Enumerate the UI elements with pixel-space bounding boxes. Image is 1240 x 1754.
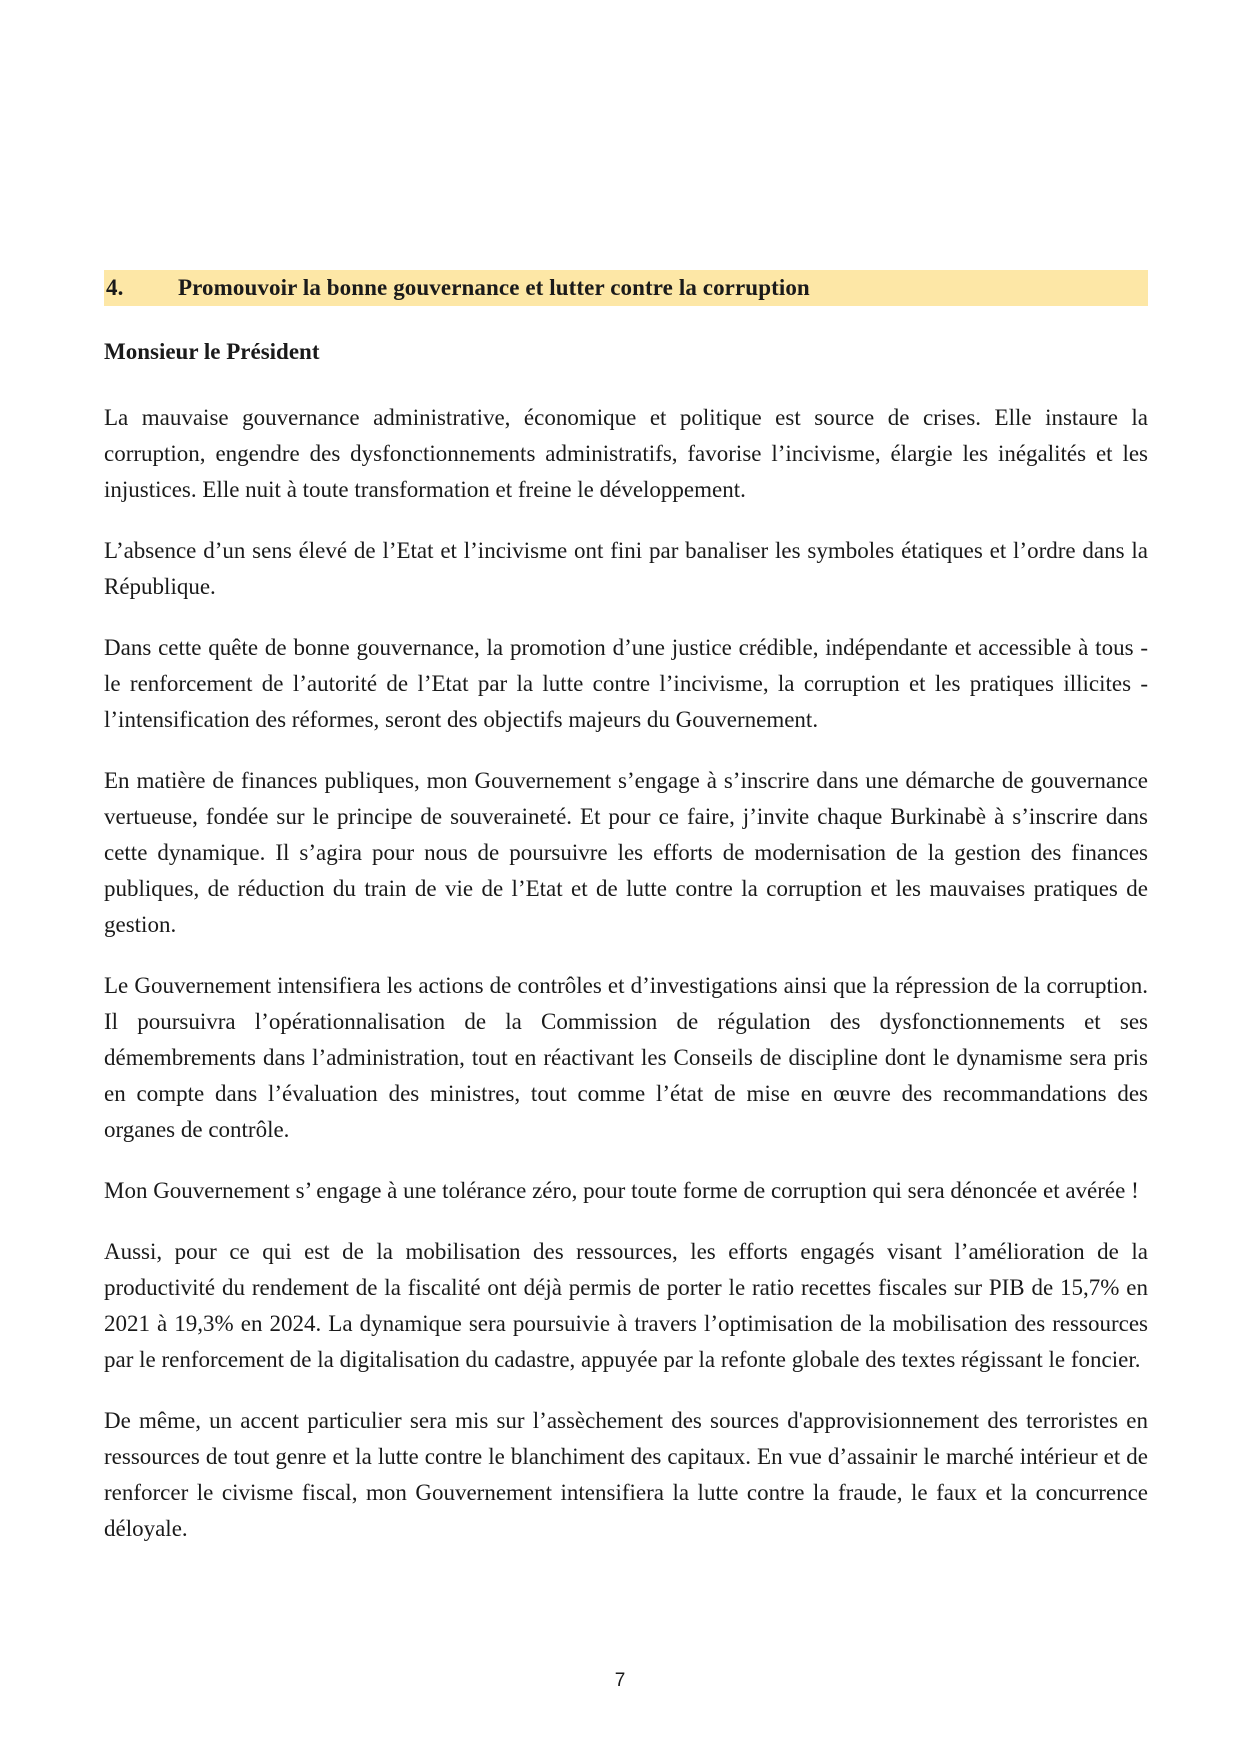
paragraph-controls-investigations: Le Gouvernement intensifiera les actions de contrôles et d’investigations ainsi que la répression de la corruption. Il poursuivra l’opérationnalisation de la Commission de régulation des dysfonctionnements et ses démembrements dans l’administration, tout en réactivant les Conseils de discipline dont le dynamisme sera pris en compte dans l’évaluation des ministres, tout comme l’état de mise en œuvre des recommandations des organes de contrôle.	[104, 973, 1148, 1142]
paragraph-governance-crisis: La mauvaise gouvernance administrative, économique et politique est source de crises. Elle instaure la corruption, engendre des dysfonctionnements administratifs, favorise l’incivisme, élargie les inégalités et les injustices. Elle nuit à toute transformation et freine le développement.	[104, 405, 1148, 502]
paragraph-resource-mobilisation: Aussi, pour ce qui est de la mobilisation des ressources, les efforts engagés visant l’amélioration de la productivité du rendement de la fiscalité ont déjà permis de porter le ratio recettes fiscales sur PIB de 15,7% en 2021 à 19,3% en 2024. La dynamique sera poursuivie à travers l’optimisation de la mobilisation des ressources par le renforcement de la digitalisation du cadastre, appuyée par la refonte globale des textes régissant le foncier.	[104, 1239, 1148, 1372]
paragraph-public-finance: En matière de finances publiques, mon Gouvernement s’engage à s’inscrire dans une démarche de gouvernance vertueuse, fondée sur le principe de souveraineté. Et pour ce faire, j’invite chaque Burkinabè à s’inscrire dans cette dynamique. Il s’agira pour nous de poursuivre les efforts de modernisation de la gestion des finances publiques, de réduction du train de vie de l’Etat et de lutte contre la corruption et les mauvaises pratiques de gestion.	[104, 768, 1148, 937]
salutation: Monsieur le Président	[104, 339, 320, 364]
section-title: Promouvoir la bonne gouvernance et lutter contre la corruption	[178, 275, 810, 300]
section-heading	[104, 270, 1148, 306]
paragraph-good-governance-quest: Dans cette quête de bonne gouvernance, la promotion d’une justice crédible, indépendante et accessible à tous - le renforcement de l’autorité de l’Etat par la lutte contre l’incivisme, la corruption et les pratiques illicites - l’intensification des réformes, seront des objectifs majeurs du Gouvernement.	[104, 635, 1148, 732]
page-content	[104, 270, 1148, 1572]
paragraph-terrorism-financing: De même, un accent particulier sera mis sur l’assèchement des sources d'approvisionnement des terroristes en ressources de tout genre et la lutte contre le blanchiment des capitaux. En vue d’assainir le marché intérieur et de renforcer le civisme fiscal, mon Gouvernement intensifiera la lutte contre la fraude, le faux et la concurrence déloyale.	[104, 1408, 1148, 1541]
section-number: 4.	[106, 275, 124, 300]
paragraph-state-sense: L’absence d’un sens élevé de l’Etat et l’incivisme ont fini par banaliser les symboles étatiques et l’ordre dans la République.	[104, 538, 1148, 599]
paragraph-zero-tolerance: Mon Gouvernement s’ engage à une tolérance zéro, pour toute forme de corruption qui sera dénoncée et avérée !	[104, 1178, 1139, 1203]
page-number: 7	[614, 1670, 626, 1691]
